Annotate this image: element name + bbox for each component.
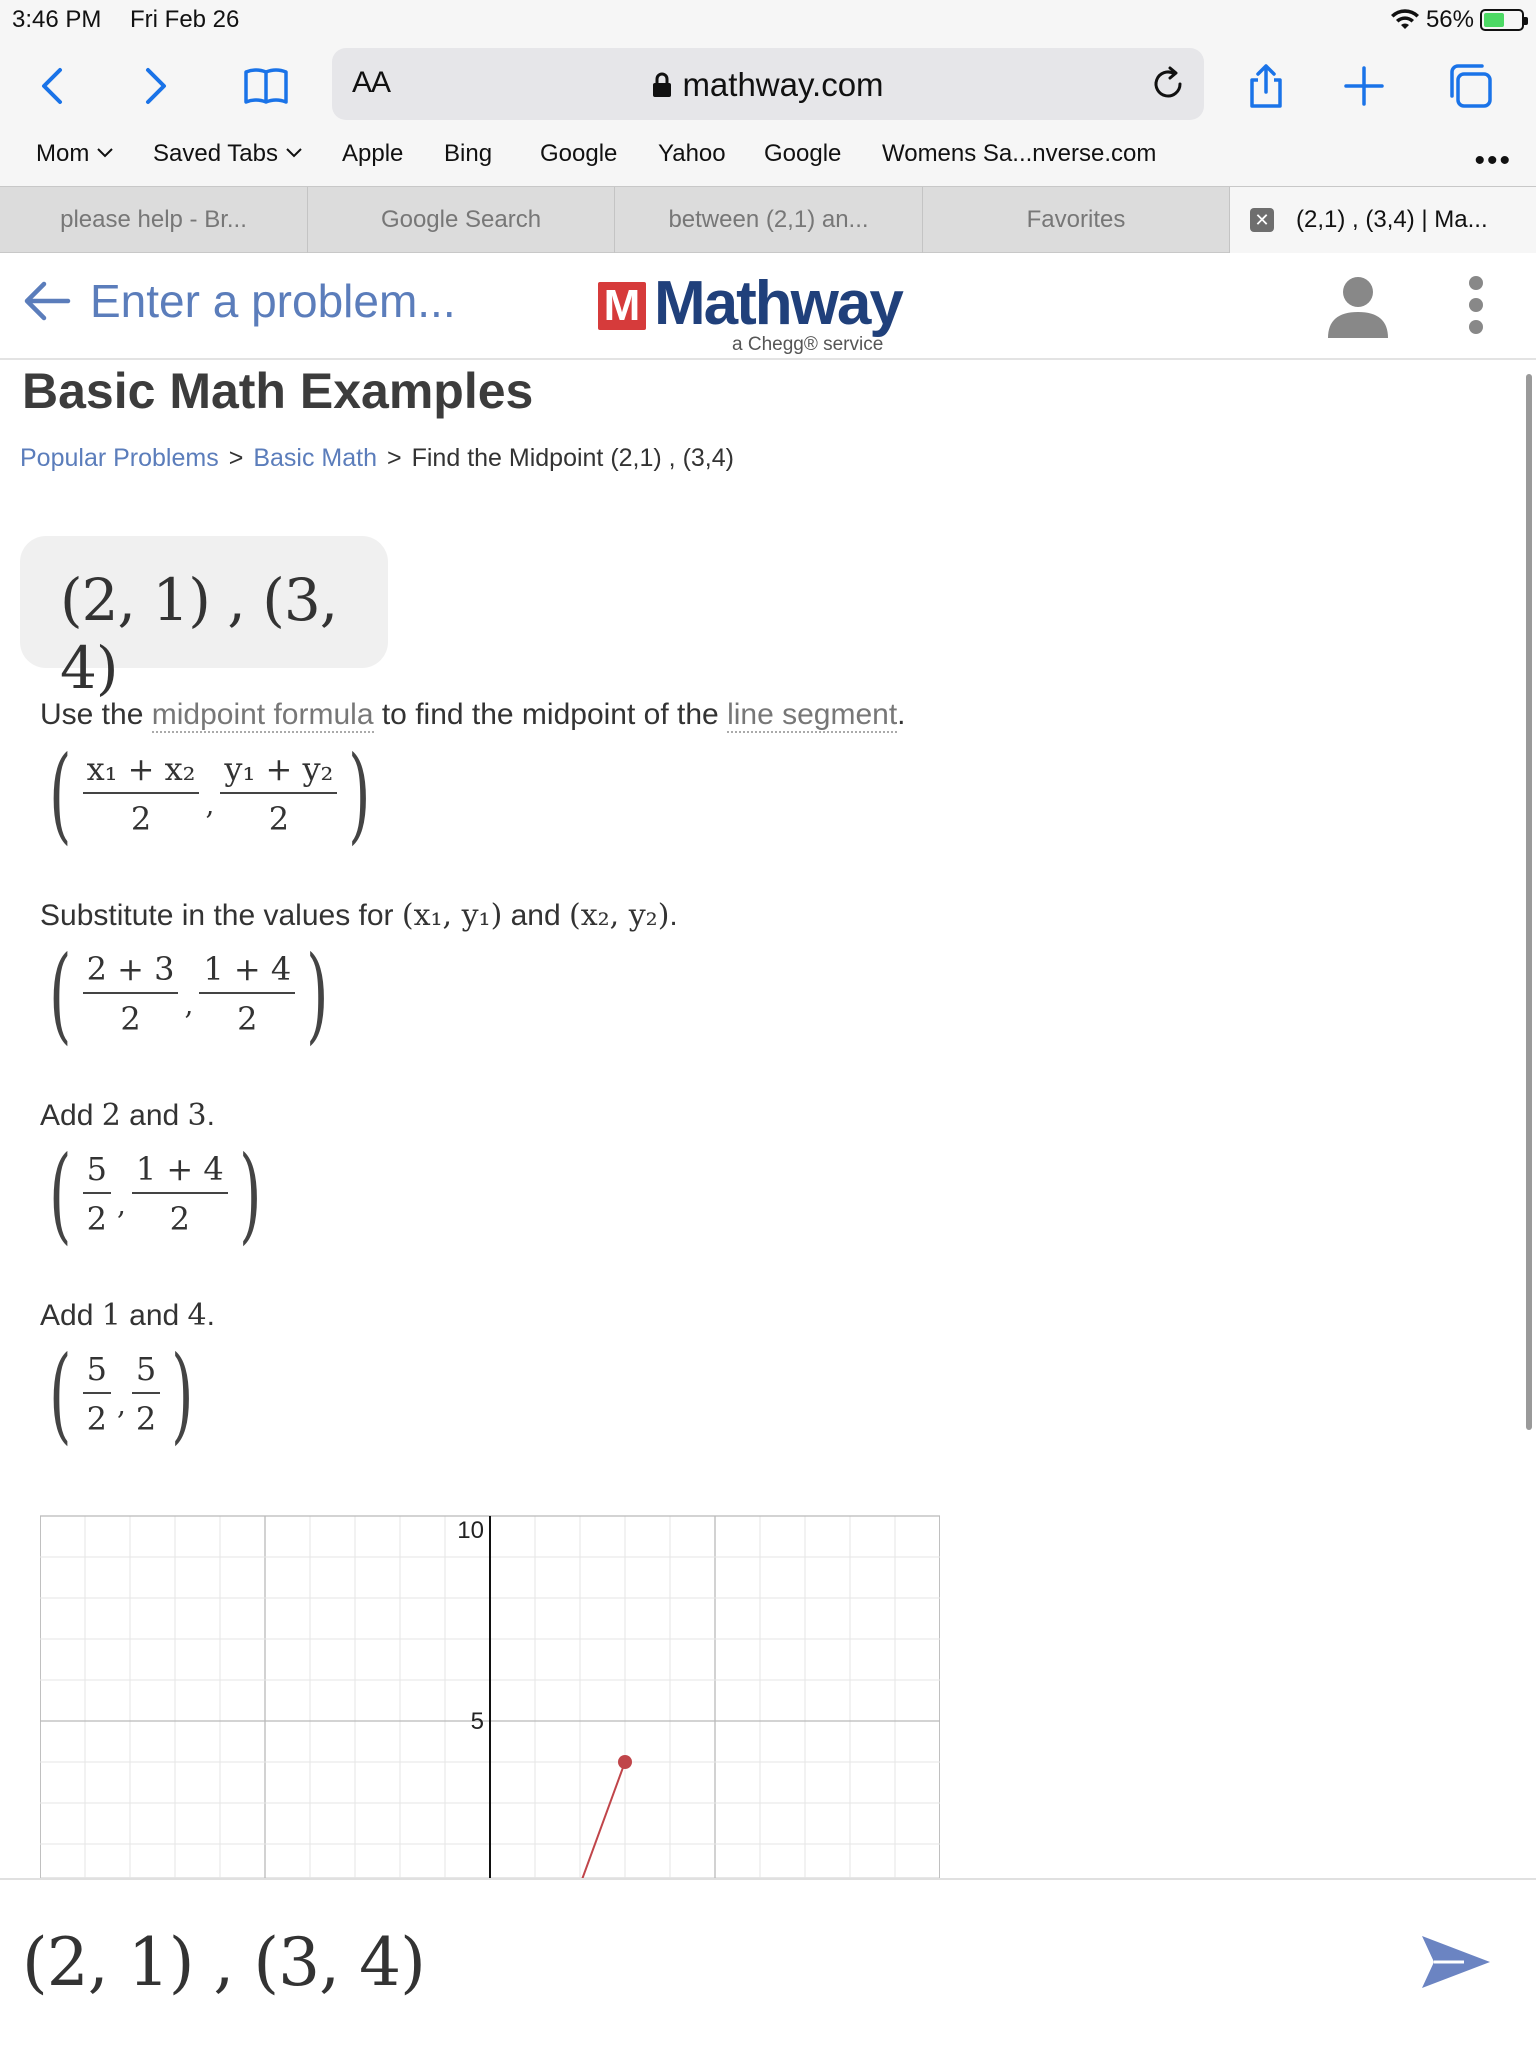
close-paren: ) bbox=[306, 933, 329, 1055]
chevron-left-icon bbox=[30, 62, 78, 110]
text: Add bbox=[40, 1099, 102, 1132]
bookmark-google[interactable]: Google bbox=[540, 140, 618, 167]
reload-icon[interactable] bbox=[1146, 62, 1190, 106]
problem-expression: (2, 1) , (3, 4) bbox=[60, 566, 338, 702]
y-tick-label: 5 bbox=[470, 1708, 484, 1735]
status-indicators bbox=[1390, 6, 1524, 34]
tab-google-search[interactable]: Google Search bbox=[308, 187, 615, 253]
text: and bbox=[502, 899, 570, 932]
numerator: 2 + 3 bbox=[83, 950, 179, 994]
numerator: y₁ + y₂ bbox=[220, 750, 337, 794]
denominator: 2 bbox=[268, 800, 290, 838]
fraction bbox=[199, 950, 295, 1038]
page-title: Basic Math Examples bbox=[22, 363, 534, 419]
text: and bbox=[120, 1099, 188, 1132]
fraction bbox=[132, 1350, 160, 1438]
bookmark-google-2[interactable]: Google bbox=[764, 140, 842, 167]
close-paren: ) bbox=[238, 1133, 262, 1255]
line-segment-link[interactable]: line segment bbox=[727, 698, 898, 731]
fraction bbox=[83, 1150, 111, 1238]
comma: , bbox=[205, 787, 215, 821]
numerator: 1 + 4 bbox=[132, 1150, 228, 1194]
tab-between[interactable]: between (2,1) an... bbox=[615, 187, 923, 253]
text: and bbox=[120, 1299, 188, 1332]
fraction bbox=[220, 750, 337, 838]
text: Substitute in the values for bbox=[40, 899, 402, 932]
math-number: 1 bbox=[101, 1298, 121, 1333]
numerator: 1 + 4 bbox=[199, 950, 295, 994]
close-paren: ) bbox=[348, 733, 371, 855]
midpoint-graph[interactable] bbox=[40, 1513, 940, 1878]
result-expression bbox=[40, 1333, 203, 1455]
favorites-bar bbox=[0, 132, 1536, 182]
text: to find the midpoint of the bbox=[373, 698, 728, 731]
bookmark-label: Mom bbox=[36, 140, 90, 167]
tab-title: (2,1) , (3,4) | Ma... bbox=[1296, 206, 1488, 233]
arrow-left-icon[interactable] bbox=[22, 276, 72, 326]
denominator: 2 bbox=[135, 1400, 157, 1438]
denominator: 2 bbox=[237, 1000, 258, 1038]
numerator: 5 bbox=[83, 1150, 111, 1194]
tabs-icon bbox=[1446, 62, 1494, 110]
back-button[interactable] bbox=[24, 56, 84, 116]
lock-icon bbox=[652, 72, 672, 98]
bookmark-folder-saved-tabs[interactable] bbox=[153, 140, 302, 168]
logo-mark: M bbox=[598, 282, 646, 330]
fraction bbox=[83, 950, 179, 1038]
tab-mathway-active[interactable] bbox=[1230, 187, 1536, 253]
fraction bbox=[83, 750, 200, 838]
text: Add bbox=[40, 1299, 102, 1332]
bookmark-womens[interactable]: Womens Sa...nverse.com bbox=[882, 140, 1157, 167]
denominator: 2 bbox=[86, 1400, 107, 1438]
step-4-text bbox=[40, 1298, 215, 1333]
text: . bbox=[897, 698, 906, 731]
breadcrumb-separator: > bbox=[228, 444, 244, 472]
numerator: x₁ + x₂ bbox=[83, 750, 200, 794]
breadcrumb-basic-math[interactable]: Basic Math bbox=[253, 444, 377, 472]
expression-input-bar bbox=[0, 1878, 1536, 2048]
book-icon bbox=[242, 62, 290, 110]
logo-subtitle: a Chegg® service bbox=[732, 334, 884, 355]
tabs-overview-button[interactable] bbox=[1440, 56, 1500, 116]
denominator: 2 bbox=[130, 800, 152, 838]
math-number: 2 bbox=[101, 1098, 121, 1133]
numerator: 5 bbox=[132, 1350, 160, 1394]
wifi-icon bbox=[1390, 9, 1420, 31]
tab-favorites[interactable]: Favorites bbox=[923, 187, 1230, 253]
browser-chrome bbox=[0, 0, 1536, 253]
battery-level bbox=[1484, 13, 1504, 27]
browser-toolbar bbox=[0, 44, 1536, 128]
breadcrumb-separator: > bbox=[387, 444, 402, 472]
midpoint-formula-link[interactable]: midpoint formula bbox=[151, 698, 374, 731]
breadcrumb-current: Find the Midpoint (2,1) , (3,4) bbox=[411, 444, 734, 472]
problem-search-input[interactable]: Enter a problem... bbox=[90, 275, 456, 327]
chevron-right-icon bbox=[130, 62, 178, 110]
plus-icon bbox=[1340, 62, 1388, 110]
text: . bbox=[669, 899, 678, 932]
substituted-expression bbox=[40, 933, 338, 1055]
open-paren: ( bbox=[49, 1133, 72, 1255]
text: . bbox=[206, 1299, 215, 1332]
bookmark-bing[interactable]: Bing bbox=[444, 140, 493, 167]
comma: , bbox=[184, 987, 194, 1021]
breadcrumb bbox=[20, 444, 734, 473]
added-x-expression bbox=[40, 1133, 270, 1255]
mathway-header bbox=[0, 254, 1536, 360]
problem-display bbox=[20, 536, 388, 702]
logo-text: Mathway bbox=[654, 269, 902, 338]
math-number: 3 bbox=[187, 1098, 207, 1133]
math-var: (x₂, y₂) bbox=[569, 898, 670, 933]
battery-tip bbox=[1524, 17, 1528, 25]
denominator: 2 bbox=[86, 1200, 107, 1238]
tab-bar bbox=[0, 186, 1536, 253]
battery-icon bbox=[1480, 9, 1524, 31]
open-paren: ( bbox=[49, 733, 72, 855]
bookmarks-button[interactable] bbox=[236, 56, 296, 116]
text: . bbox=[206, 1099, 215, 1132]
comma: , bbox=[116, 1387, 126, 1421]
breadcrumb-popular-problems[interactable]: Popular Problems bbox=[20, 444, 219, 472]
bookmark-label: Saved Tabs bbox=[153, 140, 278, 167]
new-tab-button[interactable] bbox=[1334, 56, 1394, 116]
text-size-button[interactable]: AA bbox=[352, 66, 391, 99]
y-tick-label: 10 bbox=[457, 1517, 484, 1544]
denominator: 2 bbox=[120, 1000, 141, 1038]
scrollbar[interactable] bbox=[1526, 374, 1532, 1430]
close-tab-icon[interactable]: ✕ bbox=[1250, 208, 1274, 232]
bookmark-yahoo[interactable]: Yahoo bbox=[658, 140, 726, 167]
denominator: 2 bbox=[169, 1200, 190, 1238]
chevron-down-icon bbox=[286, 148, 302, 158]
math-number: 4 bbox=[187, 1298, 207, 1333]
status-date: Fri Feb 26 bbox=[130, 6, 240, 33]
battery-percent: 56% bbox=[1425, 6, 1474, 33]
user-icon[interactable] bbox=[1324, 272, 1392, 340]
status-bar bbox=[0, 0, 1536, 40]
open-paren: ( bbox=[49, 1333, 72, 1455]
data-point bbox=[618, 1755, 632, 1769]
step-3-text bbox=[40, 1098, 215, 1133]
expression-input[interactable]: (2, 1) , (3, 4) bbox=[22, 1924, 425, 2001]
send-icon[interactable] bbox=[1420, 1932, 1492, 1992]
numerator: 5 bbox=[83, 1350, 111, 1394]
tab-please-help[interactable]: please help - Br... bbox=[0, 187, 308, 253]
share-button[interactable] bbox=[1236, 56, 1296, 116]
chevron-down-icon bbox=[97, 148, 113, 158]
text: Use the bbox=[40, 698, 152, 731]
step-1-text bbox=[40, 698, 906, 732]
address-bar[interactable] bbox=[332, 48, 1204, 120]
more-menu-icon[interactable] bbox=[1462, 276, 1490, 340]
open-paren: ( bbox=[49, 933, 72, 1055]
step-2-text bbox=[40, 898, 678, 933]
url-text: mathway.com bbox=[682, 66, 884, 103]
fraction bbox=[132, 1150, 228, 1238]
close-paren: ) bbox=[171, 1333, 194, 1455]
bookmark-apple[interactable]: Apple bbox=[342, 140, 404, 167]
midpoint-formula bbox=[40, 733, 380, 855]
comma: , bbox=[116, 1187, 126, 1221]
math-var: (x₁, y₁) bbox=[401, 898, 503, 933]
bookmark-folder-mom[interactable] bbox=[36, 140, 113, 168]
fraction bbox=[83, 1350, 111, 1438]
status-time: 3:46 PM bbox=[12, 6, 102, 33]
share-icon bbox=[1242, 62, 1290, 110]
mathway-logo[interactable] bbox=[598, 269, 938, 355]
url-field[interactable] bbox=[332, 66, 1204, 104]
forward-button[interactable] bbox=[124, 56, 184, 116]
more-bookmarks-button[interactable]: ••• bbox=[1474, 144, 1512, 177]
